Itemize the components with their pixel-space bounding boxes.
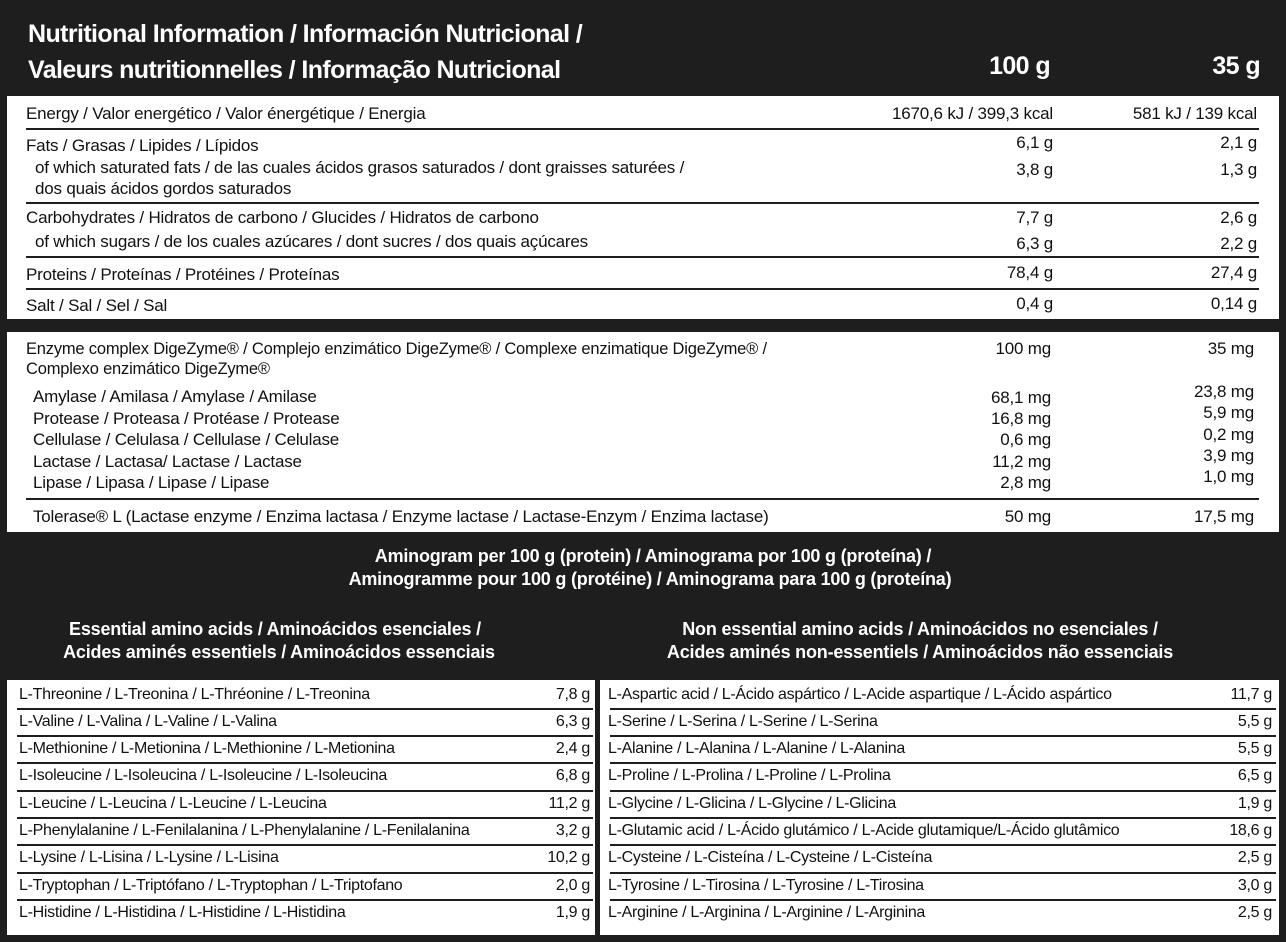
- essential-heading-line1: Essential amino acids / Aminoácidos esenciales /: [69, 619, 481, 639]
- essential-row-5-label: L-Phenylalanine / L-Fenilalanina / L-Phenylalanine / L-Fenilalanina: [19, 822, 470, 839]
- essential-row-0-value: 7,8 g: [555, 686, 590, 703]
- row-saturated-label-line2: dos quais ácidos gordos saturados: [35, 179, 292, 198]
- nonessential-heading-line1: Non essential amino acids / Aminoácidos no esenciales /: [682, 619, 1158, 639]
- row-proteins-35g: 27,4 g: [1210, 263, 1257, 282]
- essential-row-divider: [17, 872, 593, 874]
- row-carbs-35g: 2,6 g: [1220, 208, 1257, 227]
- nonessential-row-divider: [610, 708, 1276, 710]
- essential-row-8-label: L-Histidine / L-Histidina / L-Histidine / L-Histidina: [19, 904, 346, 921]
- tolerase-35g: 17,5 mg: [1193, 507, 1254, 526]
- nonessential-row-divider: [610, 762, 1276, 764]
- enzyme-amylase-100g: 68,1 mg: [990, 388, 1051, 407]
- column-header-35g: 35 g: [1212, 52, 1260, 80]
- nonessential-row-4-value: 1,9 g: [1237, 795, 1272, 812]
- enzyme-amylase-label: Amylase / Amilasa / Amylase / Amilase: [33, 387, 317, 406]
- row-saturated-35g: 1,3 g: [1220, 160, 1257, 179]
- nonessential-row-0-value: 11,7 g: [1230, 686, 1272, 703]
- nonessential-row-8-label: L-Arginine / L-Arginina / L-Arginine / L-Arginina: [608, 904, 926, 921]
- column-header-100g: 100 g: [989, 52, 1050, 80]
- nonessential-row-2-label: L-Alanine / L-Alanina / L-Alanine / L-Alanina: [608, 740, 905, 757]
- row-salt-label: Salt / Sal / Sel / Sal: [26, 296, 168, 315]
- enzyme-protease-label: Protease / Proteasa / Protéase / Protease: [33, 409, 340, 428]
- nonessential-heading-line2: Acides aminés non-essentiels / Aminoácidos não essenciais: [666, 642, 1174, 662]
- essential-heading-line2: Acides aminés essentiels / Aminoácidos essenciais: [63, 642, 495, 662]
- enzyme-cellulase-100g: 0,6 mg: [1000, 430, 1051, 449]
- essential-row-divider: [17, 708, 593, 710]
- nonessential-row-3-value: 6,5 g: [1237, 767, 1272, 784]
- row-proteins-label: Proteins / Proteínas / Protéines / Proteínas: [26, 265, 340, 284]
- nonessential-row-5-value: 18,6 g: [1229, 822, 1272, 839]
- enzyme-lipase-label: Lipase / Lipasa / Lipase / Lipase: [33, 473, 270, 492]
- row-proteins-100g: 78,4 g: [1006, 263, 1053, 282]
- enzyme-protease-100g: 16,8 mg: [990, 409, 1051, 428]
- nonessential-row-divider: [610, 872, 1276, 874]
- aminogram-title-line1: Aminogram per 100 g (protein) / Aminograma por 100 g (proteína) /: [374, 546, 932, 566]
- nonessential-row-7-value: 3,0 g: [1237, 877, 1272, 894]
- row-fats-100g: 6,1 g: [1016, 133, 1053, 152]
- enzyme-complex-label-line1: Enzyme complex DigeZyme® / Complejo enzimático DigeZyme® / Complexe enzimatique DigeZyme® /: [26, 340, 767, 358]
- essential-row-6-label: L-Lysine / L-Lisina / L-Lysine / L-Lisina: [19, 849, 279, 866]
- essential-row-3-label: L-Isoleucine / L-Isoleucina / L-Isoleucine / L-Isoleucina: [19, 767, 388, 784]
- essential-row-5-value: 3,2 g: [555, 822, 590, 839]
- nonessential-row-divider: [610, 899, 1276, 901]
- essential-row-divider: [17, 817, 593, 819]
- enzyme-amylase-35g: 23,8 mg: [1193, 382, 1254, 401]
- nonessential-row-1-value: 5,5 g: [1237, 713, 1272, 730]
- row-sugars-35g: 2,2 g: [1220, 234, 1257, 253]
- row-energy-100g: 1670,6 kJ / 399,3 kcal: [892, 104, 1053, 123]
- nonessential-row-divider: [610, 790, 1276, 792]
- essential-row-divider: [17, 790, 593, 792]
- essential-row-divider: [17, 735, 593, 737]
- nonessential-row-8-value: 2,5 g: [1237, 904, 1272, 921]
- nonessential-row-2-value: 5,5 g: [1237, 740, 1272, 757]
- row-saturated-label-line1: of which saturated fats / de las cuales ácidos grasos saturados / dont graisses saturées /: [35, 158, 685, 177]
- enzyme-lactase-label: Lactase / Lactasa/ Lactase / Lactase: [33, 452, 302, 471]
- essential-row-2-label: L-Methionine / L-Metionina / L-Methionine / L-Metionina: [19, 740, 395, 757]
- row-fats-35g: 2,1 g: [1220, 133, 1257, 152]
- essential-row-8-value: 1,9 g: [555, 904, 590, 921]
- essential-row-2-value: 2,4 g: [555, 740, 590, 757]
- enzyme-cellulase-label: Cellulase / Celulasa / Cellulase / Celulase: [33, 430, 340, 449]
- enzymes-panel: [7, 332, 1279, 532]
- row-carbs-label: Carbohydrates / Hidratos de carbono / Glucides / Hidratos de carbono: [26, 208, 539, 227]
- enzyme-lactase-100g: 11,2 mg: [992, 452, 1051, 471]
- essential-row-divider: [17, 762, 593, 764]
- row-carbs-100g: 7,7 g: [1016, 208, 1053, 227]
- row-energy-label: Energy / Valor energético / Valor énergétique / Energia: [26, 104, 426, 123]
- nonessential-row-7-label: L-Tyrosine / L-Tirosina / L-Tyrosine / L-Tirosina: [608, 877, 924, 894]
- nonessential-row-5-label: L-Glutamic acid / L-Ácido glutámico / L-Acide glutamique/L-Ácido glutâmico: [608, 822, 1120, 839]
- row-fats-label: Fats / Grasas / Lipides / Lípidos: [26, 136, 259, 155]
- nonessential-row-0-label: L-Aspartic acid / L-Ácido aspártico / L-Acide aspartique / L-Ácido aspártico: [608, 686, 1112, 703]
- nonessential-amino-table: [600, 680, 1279, 935]
- row-energy-35g: 581 kJ / 139 kcal: [1132, 104, 1257, 123]
- essential-row-1-value: 6,3 g: [555, 713, 590, 730]
- nutrients-panel: [7, 96, 1279, 319]
- essential-row-6-value: 10,2 g: [547, 849, 590, 866]
- essential-row-0-label: L-Threonine / L-Treonina / L-Thréonine / L-Treonina: [19, 686, 370, 703]
- tolerase-label: Tolerase® L (Lactase enzyme / Enzima lactasa / Enzyme lactase / Lactase-Enzym / Enzima lactase): [33, 507, 769, 526]
- essential-row-1-label: L-Valine / L-Valina / L-Valine / L-Valina: [19, 713, 277, 730]
- nonessential-row-divider: [610, 817, 1276, 819]
- header-title-line1: Nutritional Information / Información Nutricional /: [28, 20, 583, 48]
- tolerase-100g: 50 mg: [1004, 507, 1051, 526]
- row-sugars-label: of which sugars / de los cuales azúcares / dont sucres / dos quais açúcares: [35, 232, 588, 251]
- row-sugars-100g: 6,3 g: [1016, 234, 1053, 253]
- enzyme-lipase-100g: 2,8 mg: [1000, 473, 1051, 492]
- nonessential-row-1-label: L-Serine / L-Serina / L-Serine / L-Serina: [608, 713, 878, 730]
- essential-row-4-label: L-Leucine / L-Leucina / L-Leucine / L-Leucina: [19, 795, 327, 812]
- enzyme-cellulase-35g: 0,2 mg: [1203, 425, 1254, 444]
- essential-row-divider: [17, 844, 593, 846]
- essential-row-7-value: 2,0 g: [555, 877, 590, 894]
- essential-amino-table: [7, 680, 595, 935]
- enzyme-protease-35g: 5,9 mg: [1203, 403, 1254, 422]
- row-salt-100g: 0,4 g: [1016, 294, 1053, 313]
- nonessential-row-divider: [610, 735, 1276, 737]
- nonessential-row-3-label: L-Proline / L-Prolina / L-Proline / L-Prolina: [608, 767, 891, 784]
- nonessential-row-4-label: L-Glycine / L-Glicina / L-Glycine / L-Glicina: [608, 795, 896, 812]
- aminogram-title-line2: Aminogramme pour 100 g (protéine) / Aminograma para 100 g (proteína): [348, 569, 952, 589]
- essential-row-3-value: 6,8 g: [555, 767, 590, 784]
- enzyme-complex-100g: 100 mg: [995, 339, 1051, 358]
- essential-row-divider: [17, 899, 593, 901]
- row-salt-35g: 0,14 g: [1210, 294, 1257, 313]
- nonessential-row-6-label: L-Cysteine / L-Cisteína / L-Cysteine / L-Cisteína: [608, 849, 933, 866]
- nonessential-row-6-value: 2,5 g: [1237, 849, 1272, 866]
- essential-row-4-value: 11,2 g: [548, 795, 590, 812]
- enzyme-lipase-35g: 1,0 mg: [1203, 467, 1254, 486]
- enzyme-complex-label-line2: Complexo enzimático DigeZyme®: [26, 360, 270, 378]
- essential-row-7-label: L-Tryptophan / L-Triptófano / L-Tryptophan / L-Triptofano: [19, 877, 403, 894]
- enzyme-complex-35g: 35 mg: [1207, 339, 1254, 358]
- header-title-line2: Valeurs nutritionnelles / Informação Nutricional: [28, 56, 561, 84]
- row-saturated-100g: 3,8 g: [1016, 160, 1053, 179]
- nonessential-row-divider: [610, 844, 1276, 846]
- enzyme-lactase-35g: 3,9 mg: [1203, 446, 1254, 465]
